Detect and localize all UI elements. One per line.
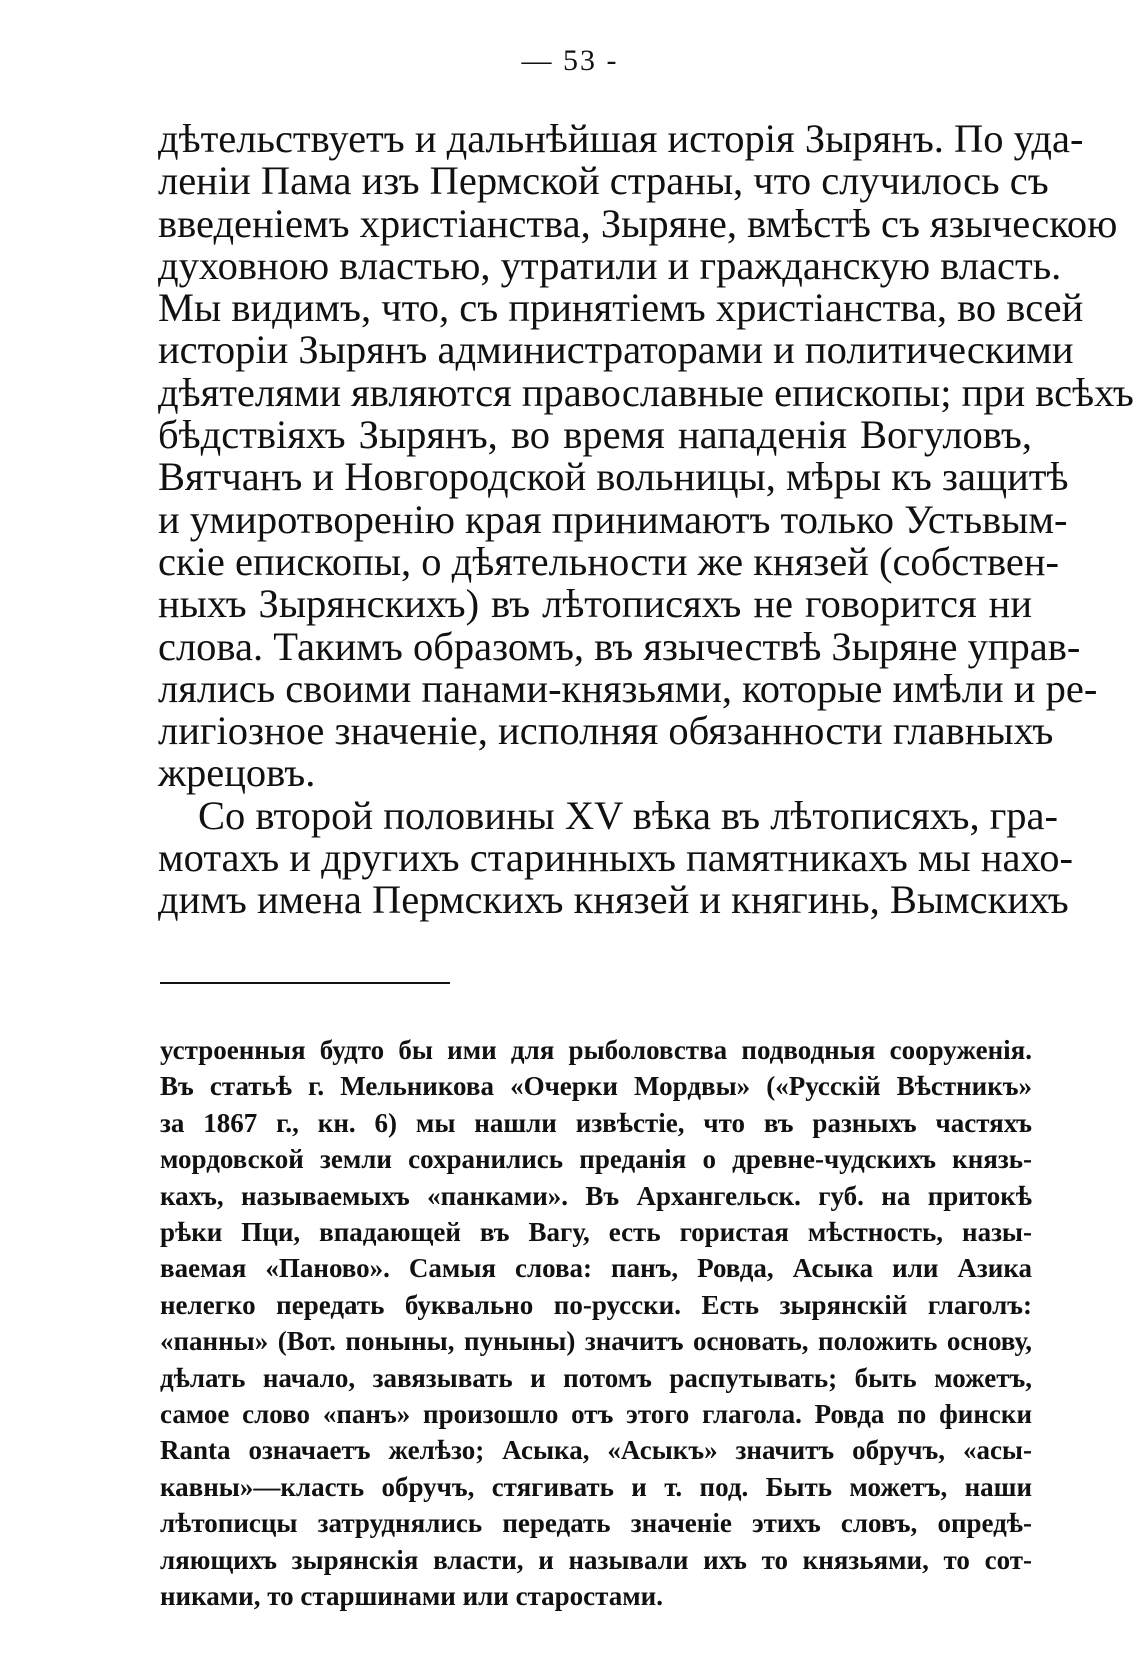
text-line: Мы видимъ, что, съ принятіемъ христіанства, во всей <box>158 285 1084 331</box>
footnote-line: ваемая «Паново». Самыя слова: панъ, Ровда, Асыка или Азика <box>160 1253 1032 1284</box>
footnote-line: самое слово «панъ» произошло отъ этого глагола. Ровда по фински <box>160 1399 1032 1430</box>
page-number: — 53 - <box>521 44 619 77</box>
footnote-line: устроенныя будто бы ими для рыболовства подводныя сооруженія. <box>160 1035 1032 1065</box>
text-line: Со второй половины XV вѣка въ лѣтописяхъ, гра- <box>198 792 1059 838</box>
main-text <box>158 116 1134 923</box>
footnote-line: Ranta означаетъ желѣзо; Асыка, «Асыкъ» значитъ обручъ, «асы- <box>160 1435 1032 1466</box>
footnote <box>160 1032 1032 1615</box>
footnote-line: рѣки Пци, впадающей въ Вагу, есть гористая мѣстность, назы- <box>160 1217 1032 1248</box>
text-line: духовною властью, утратили и гражданскую власть. <box>158 242 1062 288</box>
text-line: исторіи Зырянъ администраторами и политическими <box>158 327 1074 373</box>
text-line: леніи Пама изъ Пермской страны, что случилось съ <box>158 158 1049 204</box>
footnote-line: за 1867 г., кн. 6) мы нашли извѣстіе, что въ разныхъ частяхъ <box>160 1107 1032 1138</box>
text-line: мотахъ и другихъ старинныхъ памятникахъ мы нахо- <box>158 835 1073 881</box>
footnote-line: никами, то старшинами или старостами. <box>160 1581 663 1612</box>
text-line: жрецовъ. <box>158 750 316 796</box>
footnote-line: кахъ, называемыхъ «панками». Въ Архангельск. губ. на притокѣ <box>160 1180 1032 1211</box>
footnote-line: мордовской земли сохранились преданія о древне-чудскихъ князь- <box>160 1144 1032 1175</box>
text-line: бѣдствіяхъ Зырянъ, во время нападенія Вогуловъ, <box>158 412 1032 458</box>
footnote-line: лѣтописцы затруднялись передать значеніе этихъ словъ, опредѣ- <box>160 1508 1032 1539</box>
text-line: и умиротворенію края принимаютъ только Устьвым- <box>158 496 1068 542</box>
footnote-line: Въ статьѣ г. Мельникова «Очерки Мордвы» («Русскій Вѣстникъ» <box>160 1071 1032 1102</box>
text-line: Вятчанъ и Новгородской вольницы, мѣры къ защитѣ <box>158 454 1069 500</box>
text-line: лялись своими панами-князьями, которые имѣли и ре- <box>158 665 1098 711</box>
text-line: скіе епископы, о дѣятельности же князей (собствен- <box>158 538 1059 584</box>
footnote-line: нелегко передать буквально по-русски. Есть зырянскій глаголъ: <box>160 1289 1032 1320</box>
footnote-line: дѣлать начало, завязывать и потомъ распутывать; быть можетъ, <box>160 1362 1032 1393</box>
text-line: слова. Такимъ образомъ, въ язычествѣ Зыряне управ- <box>158 623 1081 669</box>
text-line: введеніемъ христіанства, Зыряне, вмѣстѣ съ языческою <box>158 200 1118 246</box>
text-line: лигіозное значеніе, исполняя обязанности главныхъ <box>158 708 1054 754</box>
text-line: ныхъ Зырянскихъ) въ лѣтописяхъ не говорится ни <box>158 581 1032 627</box>
footnote-line: ляющихъ зырянскія власти, и называли ихъ то князьями, то сот- <box>160 1544 1032 1575</box>
footnote-divider <box>160 982 450 984</box>
text-line: дѣятелями являются православные епископы; при всѣхъ <box>158 369 1134 415</box>
text-line: дѣтельствуетъ и дальнѣйшая исторія Зырянъ. По уда- <box>158 116 1084 161</box>
text-line: димъ имена Пермскихъ князей и княгинь, Вымскихъ <box>158 877 1069 923</box>
footnote-line: кавны»—класть обручъ, стягивать и т. под. Быть можетъ, наши <box>160 1471 1032 1502</box>
footnote-line: «панны» (Вот. поныны, пуныны) значитъ основать, положить основу, <box>160 1326 1032 1357</box>
